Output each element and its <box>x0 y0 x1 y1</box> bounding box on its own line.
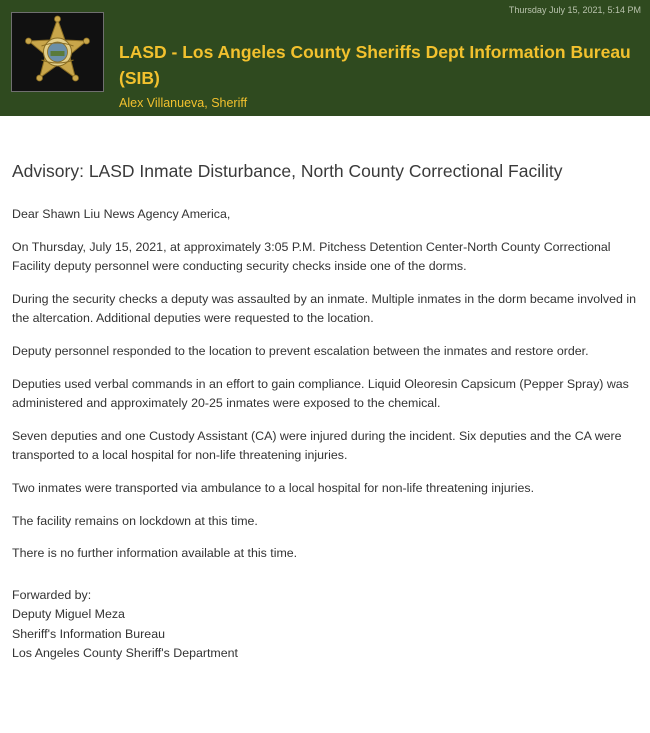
paragraph: On Thursday, July 15, 2021, at approximately 3:05 P.M. Pitchess Detention Center-North County Correctional Facility deputy personnel were conducting security checks inside one of the dorms. <box>12 239 611 274</box>
advisory-body <box>0 159 650 664</box>
paragraph: Two inmates were transported via ambulance to a local hospital for non-life threatening injuries. <box>12 480 535 495</box>
email-header <box>0 0 650 116</box>
paragraph: Deputy personnel responded to the location to prevent escalation between the inmates and restore order. <box>12 343 589 358</box>
paragraph: There is no further information available at this time. <box>12 546 298 561</box>
paragraph: Seven deputies and one Custody Assistant (CA) were injured during the incident. Six deputies and the CA were transported to a local hospital for non-life threatening injuries. <box>12 428 622 463</box>
sheriff-star-badge-icon <box>12 13 103 91</box>
paragraph: Deputies used verbal commands in an effort to gain compliance. Liquid Oleoresin Capsicum (Pepper Spray) was administered and approximately 20-25 inmates were exposed to the chemical. <box>12 376 629 411</box>
signature-line: Forwarded by: <box>12 587 92 602</box>
bureau-title: LASD - Los Angeles County Sheriffs Dept Information Bureau (SIB) <box>119 42 631 88</box>
sheriff-name: Alex Villanueva, Sheriff <box>119 96 248 110</box>
advisory-headline: Advisory: LASD Inmate Disturbance, North County Correctional Facility <box>12 161 563 181</box>
paragraph: During the security checks a deputy was assaulted by an inmate. Multiple inmates in the dorm became involved in the altercation. Additional deputies were requested to the location. <box>12 291 636 326</box>
signature-line: Deputy Miguel Meza <box>12 607 125 622</box>
signature-line: Los Angeles County Sheriff's Department <box>12 646 238 661</box>
signature-block <box>12 586 638 664</box>
greeting: Dear Shawn Liu News Agency America, <box>12 207 231 221</box>
sheriff-badge-logo <box>11 12 104 92</box>
paragraph: The facility remains on lockdown at this time. <box>12 513 258 528</box>
signature-line: Sheriff's Information Bureau <box>12 626 165 641</box>
email-date: Thursday July 15, 2021, 5:14 PM <box>508 5 641 15</box>
